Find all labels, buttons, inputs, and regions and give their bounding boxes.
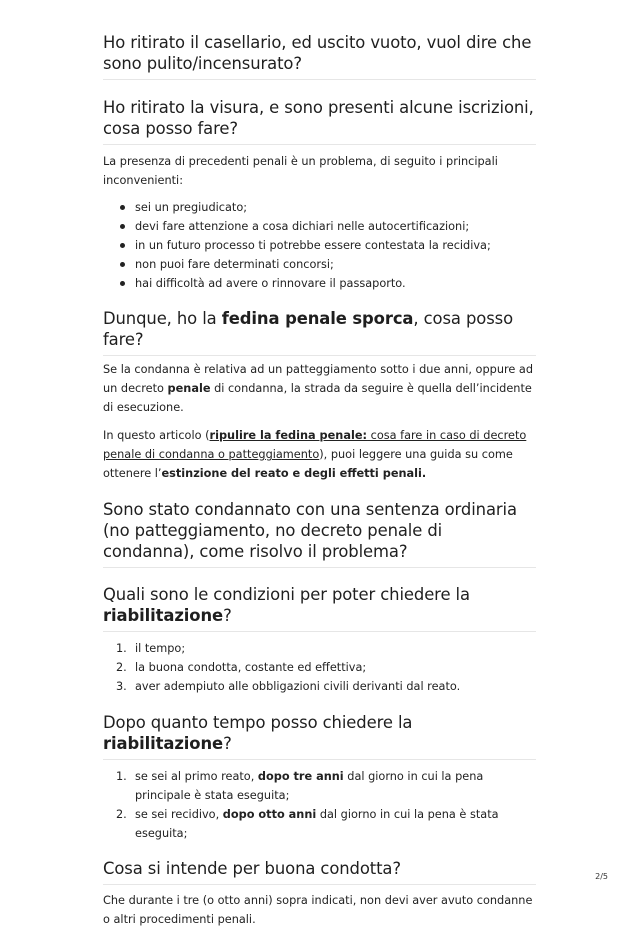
heading-buona-condotta: Cosa si intende per buona condotta? bbox=[103, 858, 536, 885]
list-bold-text: dopo otto anni bbox=[222, 808, 317, 821]
list-item: in un futuro processo ti potrebbe essere contestata la recidiva; bbox=[103, 236, 536, 255]
list-item bbox=[103, 805, 536, 843]
text-span: Se la condanna è relativa ad un patteggiamento sotto i due anni, oppure ad un decreto bbox=[103, 363, 534, 395]
link-bold-text: ripulire la fedina penale: bbox=[209, 429, 368, 442]
list-item bbox=[103, 658, 536, 677]
bullet-list-inconvenienti bbox=[103, 198, 536, 293]
document-page bbox=[103, 30, 536, 929]
list-item: hai difficoltà ad avere o rinnovare il passaporto. bbox=[103, 274, 536, 293]
heading-casellario: Ho ritirato il casellario, ed uscito vuoto, vuol dire che sono pulito/incensurato? bbox=[103, 32, 536, 80]
heading-text: Dopo quanto tempo posso chiedere la bbox=[103, 713, 413, 732]
list-text: dal giorno in cui la pena è stata eseguita; bbox=[135, 808, 499, 840]
list-number: 2. bbox=[116, 661, 127, 674]
paragraph-articolo bbox=[103, 426, 536, 483]
list-number: 3. bbox=[116, 680, 127, 693]
list-number: 1. bbox=[116, 770, 127, 783]
list-text: dal giorno in cui la pena principale è stata eseguita; bbox=[135, 770, 484, 802]
heading-text: ? bbox=[223, 734, 232, 753]
list-item bbox=[103, 677, 536, 696]
heading-bold-text: riabilitazione bbox=[103, 606, 224, 625]
heading-bold-text: fedina penale sporca bbox=[221, 309, 414, 328]
heading-visura: Ho ritirato la visura, e sono presenti alcune iscrizioni, cosa posso fare? bbox=[103, 97, 536, 145]
list-text: aver adempiuto alle obbligazioni civili derivanti dal reato. bbox=[135, 680, 461, 693]
paragraph-inconvenienti: La presenza di precedenti penali è un problema, di seguito i principali inconvenienti: bbox=[103, 155, 498, 187]
list-item: non puoi fare determinati concorsi; bbox=[103, 255, 536, 274]
numbered-list-condizioni bbox=[103, 639, 536, 696]
heading-bold-text: riabilitazione bbox=[103, 734, 224, 753]
heading-fedina-sporca bbox=[103, 308, 536, 356]
bold-text: penale bbox=[167, 382, 211, 395]
heading-text: Dunque, ho la bbox=[103, 309, 222, 328]
text-span: ), puoi leggere una guida su come ottenere l’ bbox=[103, 448, 513, 480]
heading-sentenza-ordinaria: Sono stato condannato con una sentenza ordinaria (no patteggiamento, no decreto penale di condanna), come risolvo il problema? bbox=[103, 499, 536, 568]
list-number: 1. bbox=[116, 642, 127, 655]
paragraph-patteggiamento bbox=[103, 360, 536, 417]
list-text: se sei al primo reato, bbox=[135, 770, 258, 783]
list-bold-text: dopo tre anni bbox=[257, 770, 344, 783]
page-number: 2/5 bbox=[595, 872, 608, 881]
bold-text: estinzione del reato e degli effetti penali. bbox=[161, 467, 427, 480]
list-item: sei un pregiudicato; bbox=[103, 198, 536, 217]
list-text: la buona condotta, costante ed effettiva; bbox=[135, 661, 367, 674]
link-text: cosa fare in caso di decreto penale di condanna o patteggiamento bbox=[103, 429, 527, 461]
list-item bbox=[103, 767, 536, 805]
heading-text: , cosa posso fare? bbox=[103, 309, 513, 349]
numbered-list-tempi bbox=[103, 767, 536, 843]
list-text: il tempo; bbox=[135, 642, 186, 655]
paragraph-buona-condotta: Che durante i tre (o otto anni) sopra indicati, non devi aver avuto condanne o altri procedimenti penali. bbox=[103, 894, 533, 926]
text-span: di condanna, la strada da seguire è quella dell’incidente di esecuzione. bbox=[103, 382, 532, 414]
list-item: devi fare attenzione a cosa dichiari nelle autocertificazioni; bbox=[103, 217, 536, 236]
heading-condizioni-riabilitazione bbox=[103, 584, 536, 632]
heading-text: ? bbox=[223, 606, 232, 625]
list-number: 2. bbox=[116, 808, 127, 821]
text-span: In questo articolo ( bbox=[103, 429, 210, 442]
list-text: se sei recidivo, bbox=[135, 808, 223, 821]
heading-text: Quali sono le condizioni per poter chiedere la bbox=[103, 585, 470, 604]
list-item bbox=[103, 639, 536, 658]
heading-tempo-riabilitazione bbox=[103, 712, 536, 760]
